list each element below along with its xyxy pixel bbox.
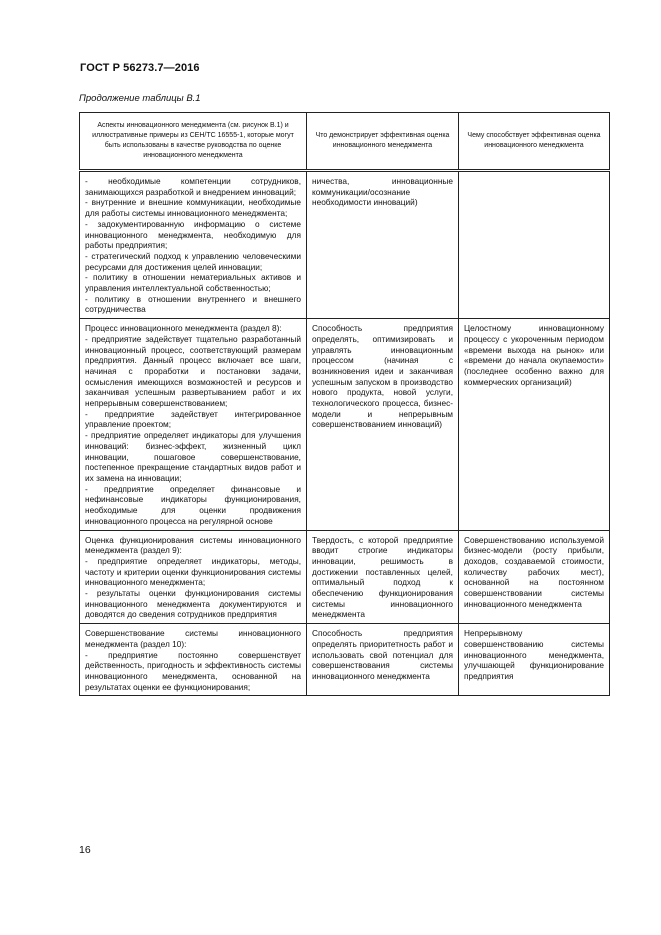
page-number: 16 bbox=[79, 844, 91, 856]
aspect-cell bbox=[80, 530, 307, 624]
cell-paragraph: - предприятие определяет индикаторы, методы, частоту и критерии оценки функционирования системы инновационного менеджмента; bbox=[85, 555, 301, 588]
cell-paragraph: - необходимые компетенции сотрудников, занимающихся разработкой и внедрением инноваций; bbox=[85, 176, 301, 197]
cell-paragraph: - предприятие определяет финансовые и нефинансовые индикаторы функционирования, необходимые для оценки продвижения инновационного процесса на регулярной основе bbox=[85, 483, 301, 526]
column-header-aspects: Аспекты инновационного менеджмента (см. рисунок В.1) и иллюстративные примеры из CEH/TC 16555-1, которые могут быть использованы в качестве руководства по оценке инновационного менеджмента bbox=[80, 113, 307, 171]
cell-paragraph: - предприятие постоянно совершенствует действенность, пригодность и эффективность системы инновационного менеджмента, основанной на результатах оценки ее функционирования; bbox=[85, 649, 301, 692]
contributes-cell bbox=[459, 171, 610, 319]
table-header-row bbox=[80, 113, 610, 171]
aspect-cell bbox=[80, 171, 307, 319]
contributes-cell bbox=[459, 530, 610, 624]
cell-paragraph: Целостному инновационному процессу с укороченным периодом «времени выхода на рынок» или «времени до начала окупаемости» (последнее особенно важно для коммерческих организаций) bbox=[464, 323, 604, 387]
cell-paragraph: - стратегический подход к управлению человеческими ресурсами для достижения целей инновации; bbox=[85, 250, 301, 272]
demonstrates-cell bbox=[307, 530, 459, 624]
cell-paragraph: ничества, инновационные коммуникации/осознание необходимости инноваций) bbox=[312, 176, 453, 208]
innovation-management-table bbox=[79, 112, 610, 696]
cell-paragraph: - задокументированную информацию о системе инновационного менеджмента, необходимую для работы предприятия; bbox=[85, 218, 301, 251]
cell-paragraph: - предприятие задействует тщательно разработанный инновационный процесс, соответствующий размерам предприятия. Данный процесс включает все шаги, начиная с проработки и постановки задачи, осмысления имеющихся возможностей и ресурсов и заканчивая успешным развертыванием работ и их непрерывным совершенствованием; bbox=[85, 333, 301, 409]
table-row bbox=[80, 530, 610, 624]
cell-paragraph: Совершенствование системы инновационного менеджмента (раздел 10): bbox=[85, 628, 301, 649]
cell-paragraph: Процесс инновационного менеджмента (раздел 8): bbox=[85, 323, 282, 334]
contributes-cell bbox=[459, 624, 610, 696]
demonstrates-cell bbox=[307, 319, 459, 530]
cell-paragraph: - политику в отношении внутреннего и внешнего сотрудничества bbox=[85, 293, 301, 315]
cell-paragraph: - внутренние и внешние коммуникации, необходимые для работы системы инновационного менеджмента; bbox=[85, 197, 301, 219]
cell-paragraph: Способность предприятия определять приоритетность работ и использовать свой потенциал для совершенствования системы инновационного менеджмента bbox=[312, 628, 453, 681]
cell-paragraph: Оценка функционирования системы инновационного менеджмента (раздел 9): bbox=[85, 534, 301, 556]
cell-paragraph: Непрерывному совершенствованию системы инновационного менеджмента, улучшающей функционирование предприятия bbox=[464, 628, 604, 681]
column-header-contributes: Чему способствует эффективная оценка инновационного менеджмента bbox=[459, 113, 610, 171]
demonstrates-cell bbox=[307, 171, 459, 319]
cell-paragraph: Твердость, с которой предприятие вводит строгие индикаторы инновации, решимость в достижении поставленных целей, оптимальный подход к обеспечению функционирования системы инновационного менеджмента bbox=[312, 534, 453, 620]
demonstrates-cell bbox=[307, 624, 459, 696]
cell-paragraph: - политику в отношении нематериальных активов и управления интеллектуальной собственностью; bbox=[85, 272, 301, 294]
column-header-demonstrates: Что демонстрирует эффективная оценка инновационного менеджмента bbox=[307, 113, 459, 171]
aspect-cell bbox=[80, 319, 307, 530]
table-row bbox=[80, 319, 610, 530]
cell-paragraph: - предприятие определяет индикаторы для улучшения инноваций: бизнес-эффект, жизненный цикл инновации, пошаговое совершенствование, постепенное прекращение стандартных видов работ и их замена на инновации; bbox=[85, 430, 301, 483]
cell-paragraph: - результаты оценки функционирования системы инновационного менеджмента документируются и доводятся до сведения сотрудников предприятия bbox=[85, 588, 301, 620]
document-code: ГОСТ Р 56273.7—2016 bbox=[80, 62, 200, 74]
contributes-cell bbox=[459, 319, 610, 530]
table-row bbox=[80, 171, 610, 319]
cell-paragraph: Способность предприятия определять, оптимизировать и управлять инновационным процессом (начиная с возникновения идеи и заканчивая успешным запуском в производство нового продукта, новой услуги, технологического процесса, бизнес-модели и непрерывным совершенствованием инноваций) bbox=[312, 323, 453, 430]
table-row bbox=[80, 624, 610, 696]
aspect-cell bbox=[80, 624, 307, 696]
cell-paragraph: - предприятие задействует интегрированное управление проектом; bbox=[85, 408, 301, 430]
table-continuation-caption: Продолжение таблицы В.1 bbox=[79, 93, 201, 104]
cell-paragraph: Совершенствованию используемой бизнес-модели (росту прибыли, доходов, создаваемой стоимости, количеству рабочих мест), основанной на постоянном совершенствовании системы инновационного менеджмента bbox=[464, 534, 604, 609]
